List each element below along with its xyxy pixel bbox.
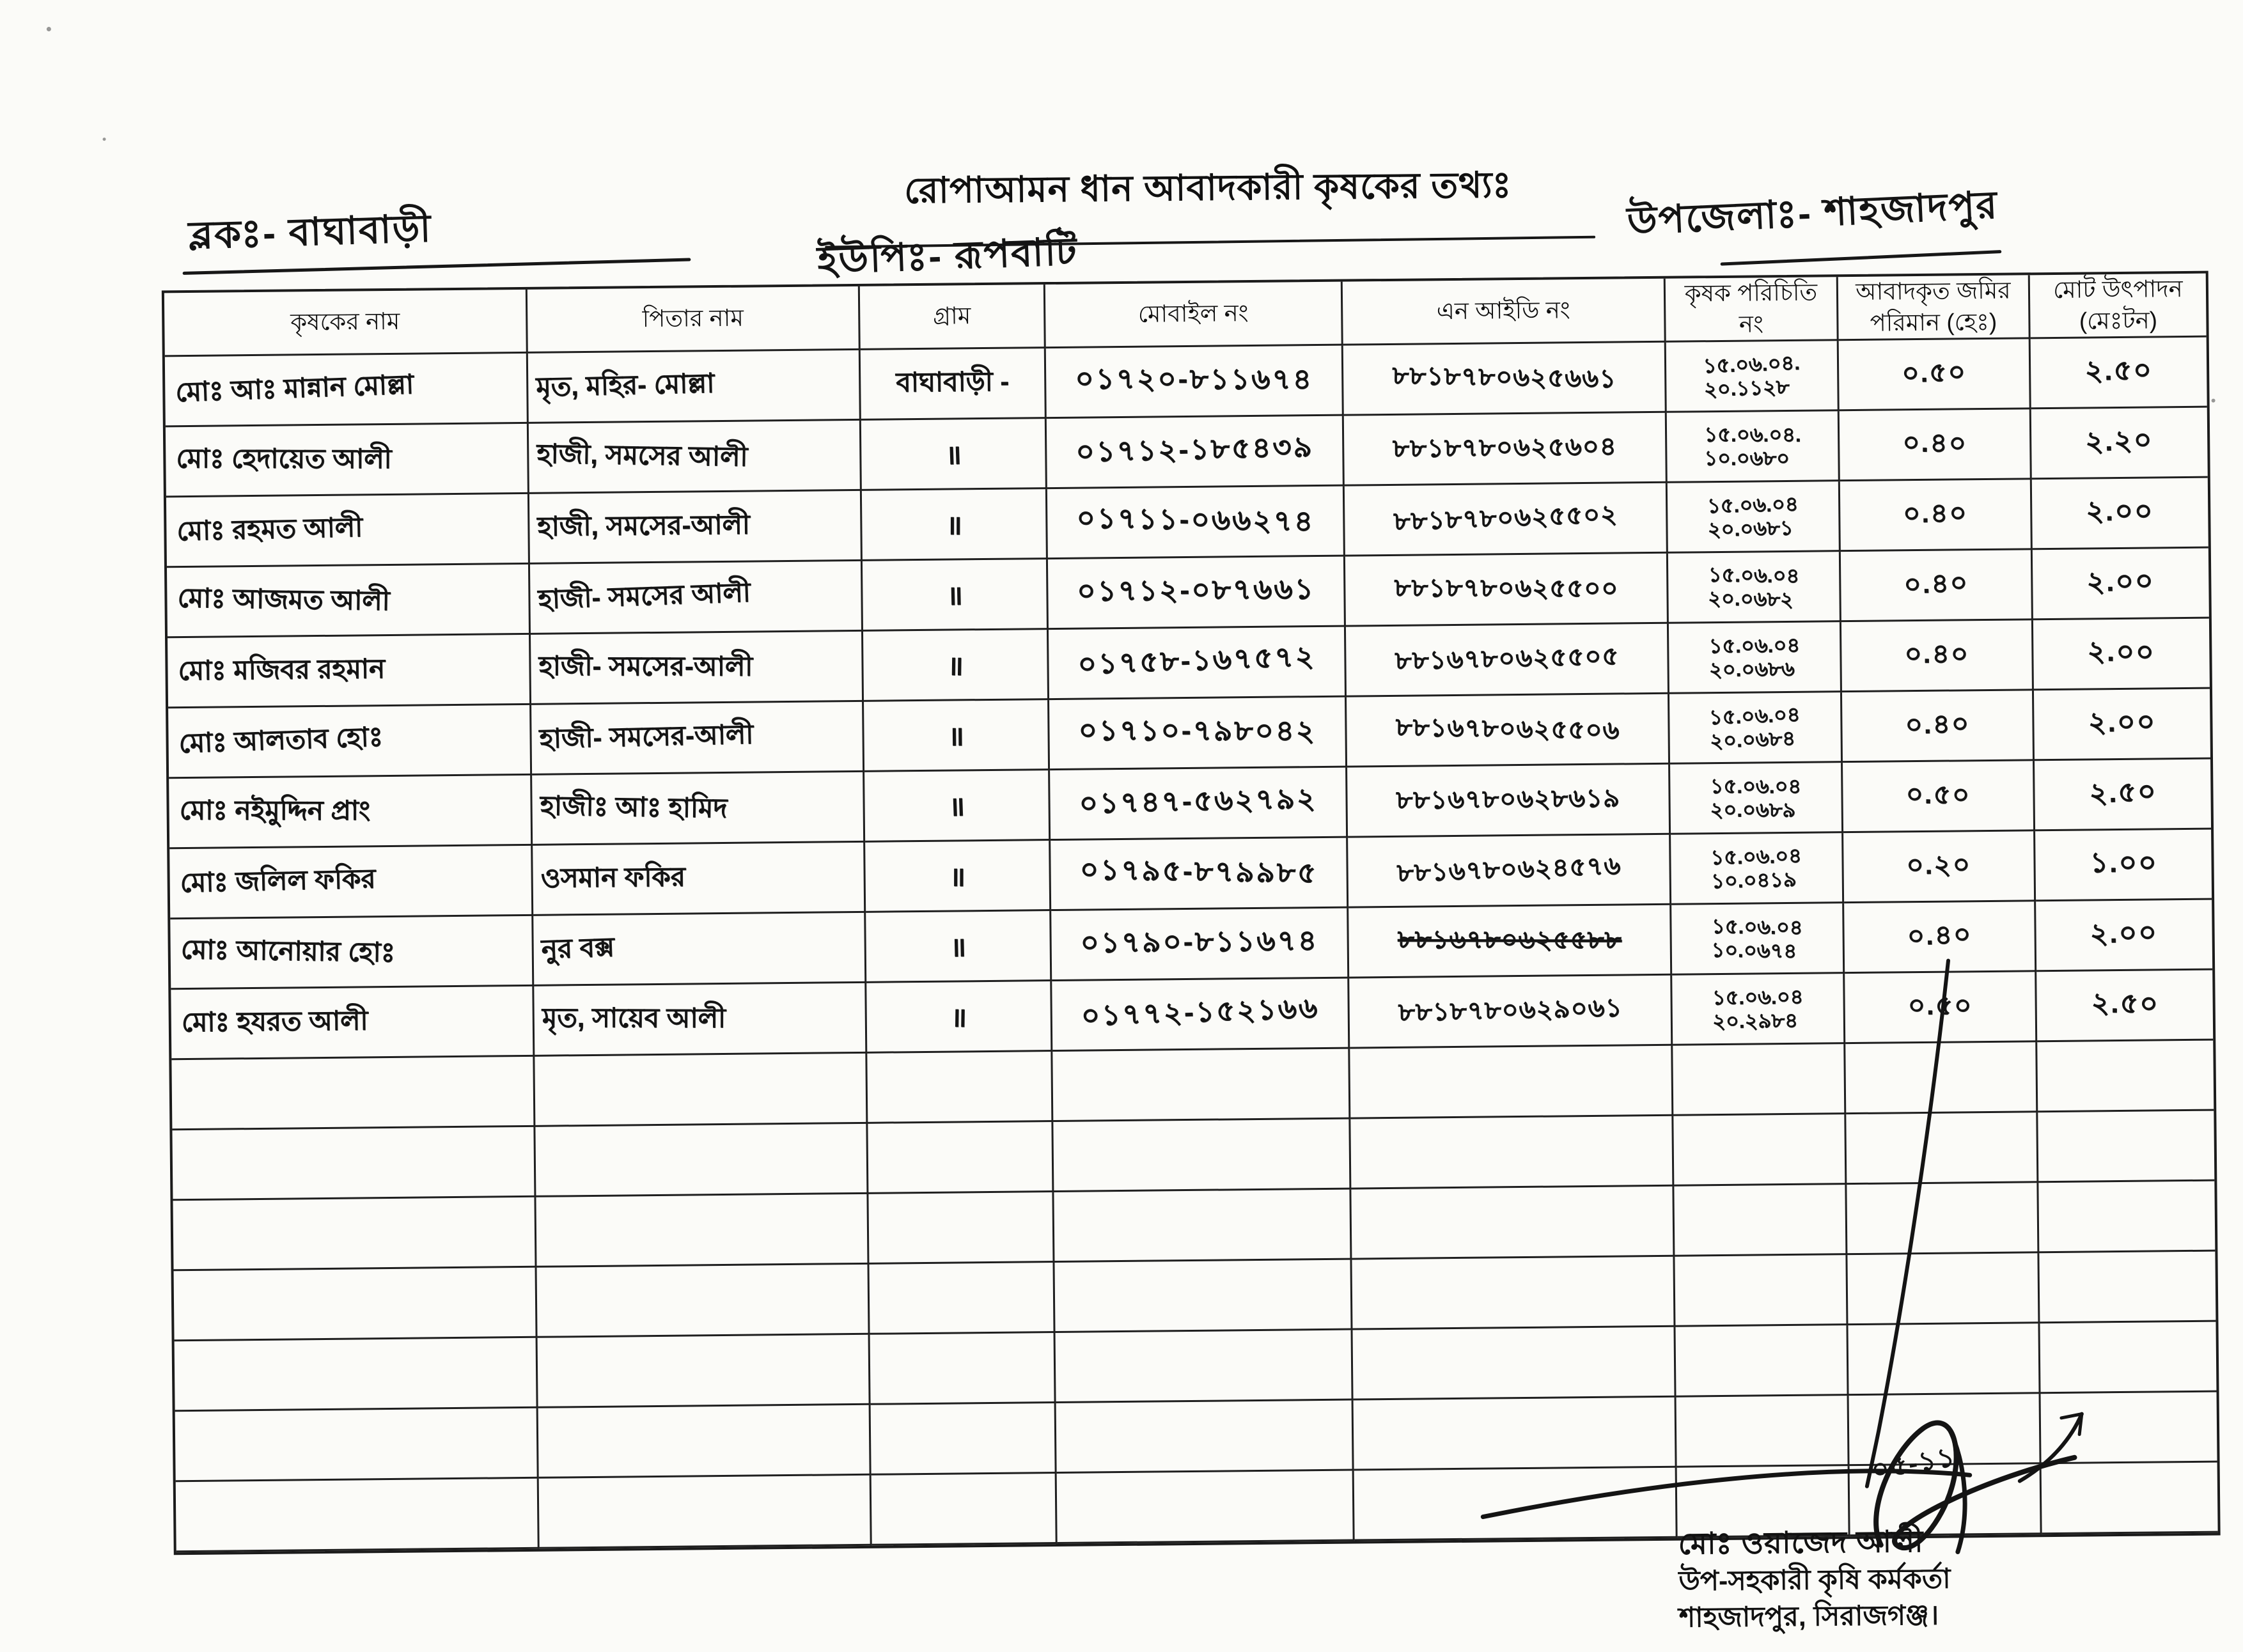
empty-cell xyxy=(1846,1112,2038,1185)
empty-cell xyxy=(537,1265,870,1338)
empty-cell xyxy=(1057,1471,1355,1544)
cell-fid-row5: ১৫.০৬.০৪ ২০.০৬৮৬ xyxy=(1669,622,1842,694)
empty-cell xyxy=(1673,1114,1847,1187)
officer-name: মোঃ ওয়াজেদ আলী xyxy=(1678,1524,1924,1561)
col-header-land-area: আবাদকৃত জমির পরিমান (হেঃ) xyxy=(1838,275,2031,341)
empty-cell xyxy=(1676,1396,1850,1468)
officer-title: উপ-সহকারী কৃষি কর্মকর্তা xyxy=(1678,1563,1951,1597)
cell-land-row1: ০.৫০ xyxy=(1839,339,2031,411)
cell-mobile-row6: ০১৭১০-৭৯৮০৪২ xyxy=(1049,697,1347,770)
empty-cell xyxy=(868,1122,1054,1194)
col-header-village: গ্রাম xyxy=(860,284,1046,350)
cell-name-row6: মোঃ আলতাব হোঃ xyxy=(168,705,532,779)
empty-cell xyxy=(871,1403,1057,1476)
cell-land-row4: ০.৪০ xyxy=(1841,550,2033,622)
cell-nid-row10: ৮৮১৮৭৮০৬২৯০৬১ xyxy=(1349,976,1673,1049)
cell-name-row3: মোঃ রহমত আলী xyxy=(166,494,530,568)
cell-village-row9: ॥ xyxy=(866,911,1052,983)
farmers-table xyxy=(162,271,2221,1555)
cell-father-row6: হাজী- সমসের-আলী xyxy=(531,702,864,775)
empty-cell xyxy=(538,1405,871,1479)
cell-land-row6: ০.৪০ xyxy=(1842,690,2035,763)
cell-nid-row2: ৮৮১৮৭৮০৬২৫৬০৪ xyxy=(1344,413,1668,487)
cell-name-row10: মোঃ হযরত আলী xyxy=(171,986,535,1060)
cell-fid-row6: ১৫.০৬.০৪ ২০.০৬৮৪ xyxy=(1669,692,1843,765)
cell-fid-row8: ১৫.০৬.০৪ ১০.০৪১৯ xyxy=(1671,833,1844,905)
empty-cell xyxy=(2041,1392,2217,1465)
cell-name-row2: মোঃ হেদায়েত আলী xyxy=(166,424,529,497)
cell-production-row2: ২.২০ xyxy=(2031,408,2208,480)
empty-cell xyxy=(535,1124,868,1197)
col-header-production: মোট উৎপাদন (মেঃটন) xyxy=(2030,274,2207,339)
cell-village-row7: ॥ xyxy=(864,770,1051,843)
cell-name-row7: মোঃ নইমুদ্দিন প্রাং xyxy=(169,775,533,849)
empty-cell xyxy=(1352,1257,1675,1330)
empty-cell xyxy=(175,1338,538,1412)
signature-date: ০৫-১১ xyxy=(1869,1441,1958,1485)
cell-production-row8: ১.০০ xyxy=(2035,830,2212,902)
cell-mobile-row5: ০১৭৫৮-১৬৭৫৭২ xyxy=(1049,627,1347,700)
empty-cell xyxy=(2039,1252,2216,1324)
empty-cell xyxy=(535,1054,868,1127)
empty-cell xyxy=(173,1197,536,1271)
col-header-mobile-no: মোবাইল নং xyxy=(1045,282,1343,348)
empty-cell xyxy=(1351,1187,1675,1260)
cell-village-row2: ॥ xyxy=(861,419,1047,491)
empty-cell xyxy=(1056,1401,1354,1474)
empty-cell xyxy=(1054,1260,1352,1333)
cell-name-row9: মোঃ আনোয়ার হোঃ xyxy=(170,916,534,990)
empty-cell xyxy=(172,1127,536,1201)
empty-cell xyxy=(868,1192,1054,1265)
empty-cell xyxy=(176,1479,540,1552)
cell-village-row5: ॥ xyxy=(863,630,1049,702)
cell-nid-row8: ৮৮১৬৭৮০৬২৪৫৭৬ xyxy=(1348,835,1671,908)
cell-father-row9: নুর বক্স xyxy=(533,913,866,986)
empty-cell xyxy=(538,1335,871,1408)
cell-land-row9: ০.৪০ xyxy=(1844,901,2036,974)
cell-nid-row9: ৮৮১৬৭৮০৬২৫৫৮৮ xyxy=(1348,905,1672,979)
cell-father-row5: হাজী- সমসের-আলী xyxy=(531,632,864,705)
empty-cell xyxy=(1673,1044,1846,1116)
cell-production-row5: ২.০০ xyxy=(2033,619,2210,691)
empty-cell xyxy=(1675,1325,1848,1398)
col-header-farmer-name: কৃষকের নাম xyxy=(164,290,528,357)
upazila-label: উপজেলাঃ- শাহজাদপুর xyxy=(1626,183,1999,243)
cell-fid-row9: ১৫.০৬.০৪ ১০.০৬৭৪ xyxy=(1671,903,1845,976)
empty-cell xyxy=(171,1057,535,1130)
empty-cell xyxy=(1350,1116,1674,1190)
cell-father-row2: হাজী, সমসের আলী xyxy=(529,421,862,494)
empty-cell xyxy=(2038,1111,2214,1183)
union-label: ইউপিঃ- রূপবাটি xyxy=(817,230,1079,282)
cell-production-row6: ২.০০ xyxy=(2034,689,2210,761)
cell-mobile-row8: ০১৭৯৫-৮৭৯৯৮৫ xyxy=(1051,838,1348,911)
cell-name-row4: মোঃ আজমত আলী xyxy=(167,565,531,638)
cell-nid-row5: ৮৮১৬৭৮০৬২৫৫০৫ xyxy=(1346,624,1669,697)
cell-land-row5: ০.৪০ xyxy=(1841,620,2034,692)
cell-father-row4: হাজী- সমসের আলী xyxy=(530,561,863,635)
empty-cell xyxy=(1848,1323,2040,1396)
cell-fid-row10: ১৫.০৬.০৪ ২০.২৯৮৪ xyxy=(1672,974,1845,1046)
col-header-father-name: পিতার নাম xyxy=(528,286,861,354)
cell-nid-row7: ৮৮১৬৭৮০৬২৮৬১৯ xyxy=(1347,765,1671,838)
cell-village-row10: ॥ xyxy=(866,981,1052,1054)
block-label: ব্লকঃ- বাঘাবাড়ী xyxy=(187,207,433,257)
cell-mobile-row4: ০১৭১২-০৮৭৬৬১ xyxy=(1048,557,1346,630)
empty-cell xyxy=(2038,1181,2215,1254)
cell-nid-row6: ৮৮১৬৭৮০৬২৫৫০৬ xyxy=(1347,694,1670,768)
cell-village-row1: বাঘাবাড়ী - xyxy=(861,348,1047,421)
empty-cell xyxy=(1845,1042,2038,1114)
cell-nid-row4: ৮৮১৮৭৮০৬২৫৫০০ xyxy=(1345,554,1669,627)
empty-cell xyxy=(1675,1255,1848,1327)
empty-cell xyxy=(1354,1468,1678,1541)
cell-fid-row2: ১৫.০৬.০৪. ১০.০৬৮০ xyxy=(1667,411,1840,483)
empty-cell xyxy=(539,1476,872,1549)
cell-nid-row3: ৮৮১৮৭৮০৬২৫৫০২ xyxy=(1345,483,1668,557)
cell-nid-row1: ৮৮১৮৭৮০৬২৫৬৬১ xyxy=(1343,343,1667,416)
cell-production-row9: ২.০০ xyxy=(2036,900,2212,972)
empty-cell xyxy=(1847,1183,2039,1255)
scan-speck xyxy=(103,137,106,141)
cell-mobile-row3: ০১৭১১-০৬৬২৭৪ xyxy=(1047,487,1345,559)
cell-father-row3: হাজী, সমসের-আলী xyxy=(529,491,863,565)
cell-land-row8: ০.২০ xyxy=(1843,831,2036,903)
cell-mobile-row10: ০১৭৭২-১৫২১৬৬ xyxy=(1052,979,1350,1052)
cell-land-row7: ০.৫০ xyxy=(1843,761,2035,833)
cell-mobile-row2: ০১৭১২-১৮৫৪৩৯ xyxy=(1047,416,1345,489)
cell-father-row7: হাজীঃ আঃ হামিদ xyxy=(532,772,865,846)
scan-speck xyxy=(47,27,51,31)
cell-production-row1: ২.৫০ xyxy=(2031,338,2207,410)
cell-name-row1: মোঃ আঃ মান্নান মোল্লা xyxy=(165,354,529,427)
cell-mobile-row1: ০১৭২০-৮১১৬৭৪ xyxy=(1046,346,1344,419)
empty-cell xyxy=(1054,1190,1352,1263)
col-header-farmer-id-no: কৃষক পরিচিতি নং xyxy=(1666,277,1839,343)
empty-cell xyxy=(1053,1119,1351,1192)
cell-village-row8: ॥ xyxy=(865,841,1051,913)
cell-production-row7: ২.৫০ xyxy=(2035,760,2211,832)
cell-fid-row4: ১৫.০৬.০৪ ২০.০৬৮২ xyxy=(1668,552,1841,624)
cell-mobile-row7: ০১৭৪৭-৫৬২৭৯২ xyxy=(1050,768,1348,841)
empty-cell xyxy=(869,1263,1055,1335)
empty-cell xyxy=(1847,1253,2040,1325)
page-title: রোপাআমন ধান আবাদকারী কৃষকের তথ্যঃ xyxy=(903,164,1512,211)
empty-cell xyxy=(870,1333,1056,1405)
empty-cell xyxy=(1350,1046,1673,1119)
empty-cell xyxy=(871,1474,1058,1546)
cell-fid-row7: ১৫.০৬.০৪ ২০.০৬৮৯ xyxy=(1670,763,1843,835)
empty-cell xyxy=(1674,1185,1847,1257)
cell-land-row10: ০.৫০ xyxy=(1845,972,2037,1044)
empty-cell xyxy=(1052,1049,1350,1122)
empty-cell xyxy=(1056,1330,1354,1403)
upazila-underline xyxy=(1721,250,2002,266)
cell-land-row3: ০.৪০ xyxy=(1840,479,2033,552)
cell-name-row5: মোঃ মজিবর রহমান xyxy=(168,635,531,708)
cell-village-row6: ॥ xyxy=(864,700,1050,772)
cell-mobile-row9: ০১৭৯০-৮১১৬৭৪ xyxy=(1051,908,1349,981)
empty-cell xyxy=(175,1408,539,1482)
cell-village-row4: ॥ xyxy=(863,559,1049,632)
col-header-nid-no: এন আইডি নং xyxy=(1343,279,1666,346)
empty-cell xyxy=(1354,1398,1677,1471)
officer-address: শাহজাদপুর, সিরাজগঞ্জ। xyxy=(1678,1600,1939,1633)
cell-village-row3: ॥ xyxy=(862,489,1048,561)
cell-production-row3: ২.০০ xyxy=(2032,478,2208,550)
cell-production-row10: ২.৫০ xyxy=(2036,970,2213,1043)
empty-cell xyxy=(536,1194,869,1268)
empty-cell xyxy=(1353,1327,1676,1401)
empty-cell xyxy=(867,1052,1053,1124)
cell-fid-row3: ১৫.০৬.০৪ ২০.০৬৮১ xyxy=(1668,481,1841,554)
signature-stamp xyxy=(1678,1520,2075,1636)
cell-production-row4: ২.০০ xyxy=(2033,549,2209,621)
cell-fid-row1: ১৫.০৬.০৪. ২০.১১২৮ xyxy=(1666,341,1840,413)
cell-land-row2: ০.৪০ xyxy=(1840,409,2032,481)
empty-cell xyxy=(2040,1322,2216,1394)
cell-father-row1: মৃত, মহির- মোল্লা xyxy=(528,350,861,424)
cell-name-row8: মোঃ জলিল ফকির xyxy=(169,846,533,919)
cell-father-row10: মৃত, সায়েব আলী xyxy=(534,983,867,1057)
empty-cell xyxy=(174,1268,538,1341)
scan-speck xyxy=(2212,399,2216,403)
empty-cell xyxy=(2037,1041,2214,1113)
cell-father-row8: ওসমান ফকির xyxy=(533,843,866,916)
